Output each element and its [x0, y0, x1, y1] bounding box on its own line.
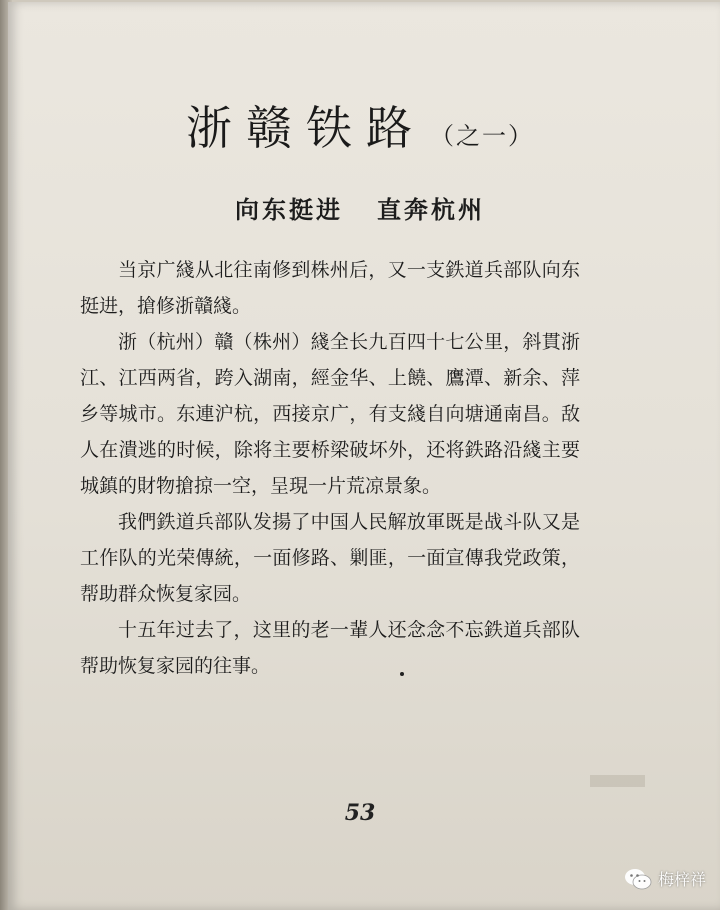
- subtitle-right: 直奔杭州: [377, 196, 485, 224]
- paragraph: 十五年过去了，这里的老一輩人还念念不忘鉄道兵部队帮助恢复家园的往事。: [80, 619, 580, 677]
- subtitle-left: 向东挺进: [235, 196, 343, 224]
- paragraph: 浙（杭州）贛（株州）綫全长九百四十七公里，斜貫浙江、江西两省，跨入湖南，經金华、上饒、鷹潭、新余、萍乡等城市。东連沪杭，西接京广，有支綫自向塘通南昌。敌人在潰逃的时候，除将主要桥梁破坏外，还将鉄路沿綫主要城鎮的財物搶掠一空，呈現一片荒凉景象。: [80, 331, 580, 497]
- title-main: 浙赣铁路: [186, 101, 426, 155]
- paragraph: 我們鉄道兵部队发揚了中国人民解放軍既是战斗队又是工作队的光荣傳統，一面修路、剿匪，一面宣傳我党政策，帮助群众恢复家园。: [80, 511, 580, 605]
- title-sub: （之一）: [430, 122, 534, 150]
- page-number: 53: [344, 800, 376, 826]
- body-text: [80, 252, 580, 684]
- section-subtitle: [0, 190, 720, 225]
- wechat-icon: [624, 868, 652, 890]
- ink-dot: [400, 672, 404, 676]
- watermark-text: 梅梓祥: [657, 870, 706, 889]
- paragraph: 当京广綫从北往南修到株州后，又一支鉄道兵部队向东挺进，搶修浙贛綫。: [80, 259, 580, 317]
- watermark: [624, 867, 706, 890]
- paper-smudge: [590, 775, 645, 787]
- page-title: [0, 92, 720, 158]
